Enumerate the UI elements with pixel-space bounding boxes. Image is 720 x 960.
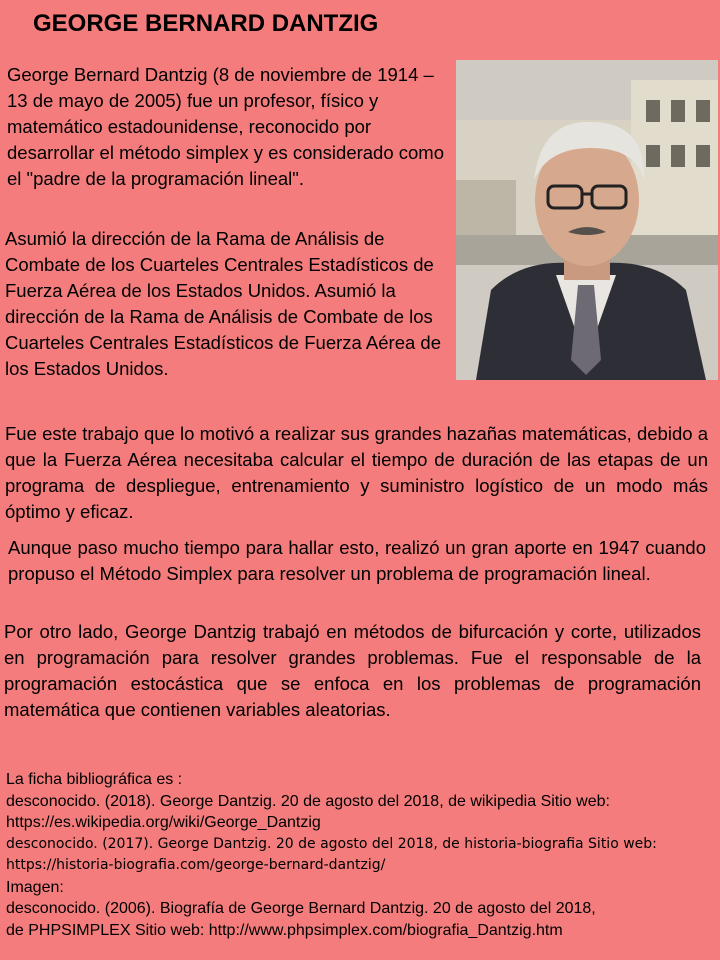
combat-branch-paragraph: Asumió la dirección de la Rama de Análisis de Combate de los Cuarteles Centrales Estadísticos de Fuerza Aérea de los Estados Unidos. Asumió la dirección de la Rama de Análisis de Combate de los Cuarteles Centrales Estadísticos de Fuerza Aérea de los Estados Unidos. [5, 228, 442, 379]
motivation-paragraph: Fue este trabajo que lo motivó a realizar sus grandes hazañas matemáticas, debido a que la Fuerza Aérea necesitaba calcular el tiempo de duración de las etapas de un programa de despliegue, entrenamiento y suministro logístico de un modo más óptimo y eficaz. [5, 423, 708, 522]
bibliography [6, 769, 718, 941]
bibliography-image-label: Imagen: [6, 878, 64, 896]
intro-paragraph: George Bernard Dantzig (8 de noviembre de 1914 – 13 de mayo de 2005) fue un profesor, físico y matemático estadounidense, reconocido por desarrollar el método simplex y es considerado como el "padre de la programación lineal". [7, 64, 445, 189]
page-title: GEORGE BERNARD DANTZIG [33, 10, 379, 37]
stochastic-paragraph: Por otro lado, George Dantzig trabajó en métodos de bifurcación y corte, utilizados en programación para resolver grandes problemas. Fue el responsable de la programación estocástica que se enfoca en los problemas de programación matemática que contienen variables aleatorias. [4, 621, 701, 720]
bibliography-ref3-line1: desconocido. (2006). Biografía de George Bernard Dantzig. 20 de agosto del 2018, [6, 900, 596, 917]
bibliography-ref2-line1: desconocido. (2017). George Dantzig. 20 de agosto del 2018, de historia-biografia Sitio web: [6, 835, 657, 852]
portrait-photo [456, 60, 718, 380]
bibliography-heading: La ficha bibliográfica es : [6, 771, 183, 788]
bibliography-ref3-line2: de PHPSIMPLEX Sitio web: http://www.phpsimplex.com/biografia_Dantzig.htm [6, 921, 563, 939]
bibliography-ref1-line1: desconocido. (2018). George Dantzig. 20 de agosto del 2018, de wikipedia Sitio web: [6, 792, 610, 810]
portrait-illustration [456, 60, 718, 380]
bibliography-ref2-line2: https://historia-biografia.com/george-bernard-dantzig/ [6, 857, 386, 873]
bibliography-ref1-line2: https://es.wikipedia.org/wiki/George_Dantzig [6, 814, 321, 831]
simplex-paragraph: Aunque paso mucho tiempo para hallar esto, realizó un gran aporte en 1947 cuando propuso el Método Simplex para resolver un problema de programación lineal. [8, 537, 706, 584]
